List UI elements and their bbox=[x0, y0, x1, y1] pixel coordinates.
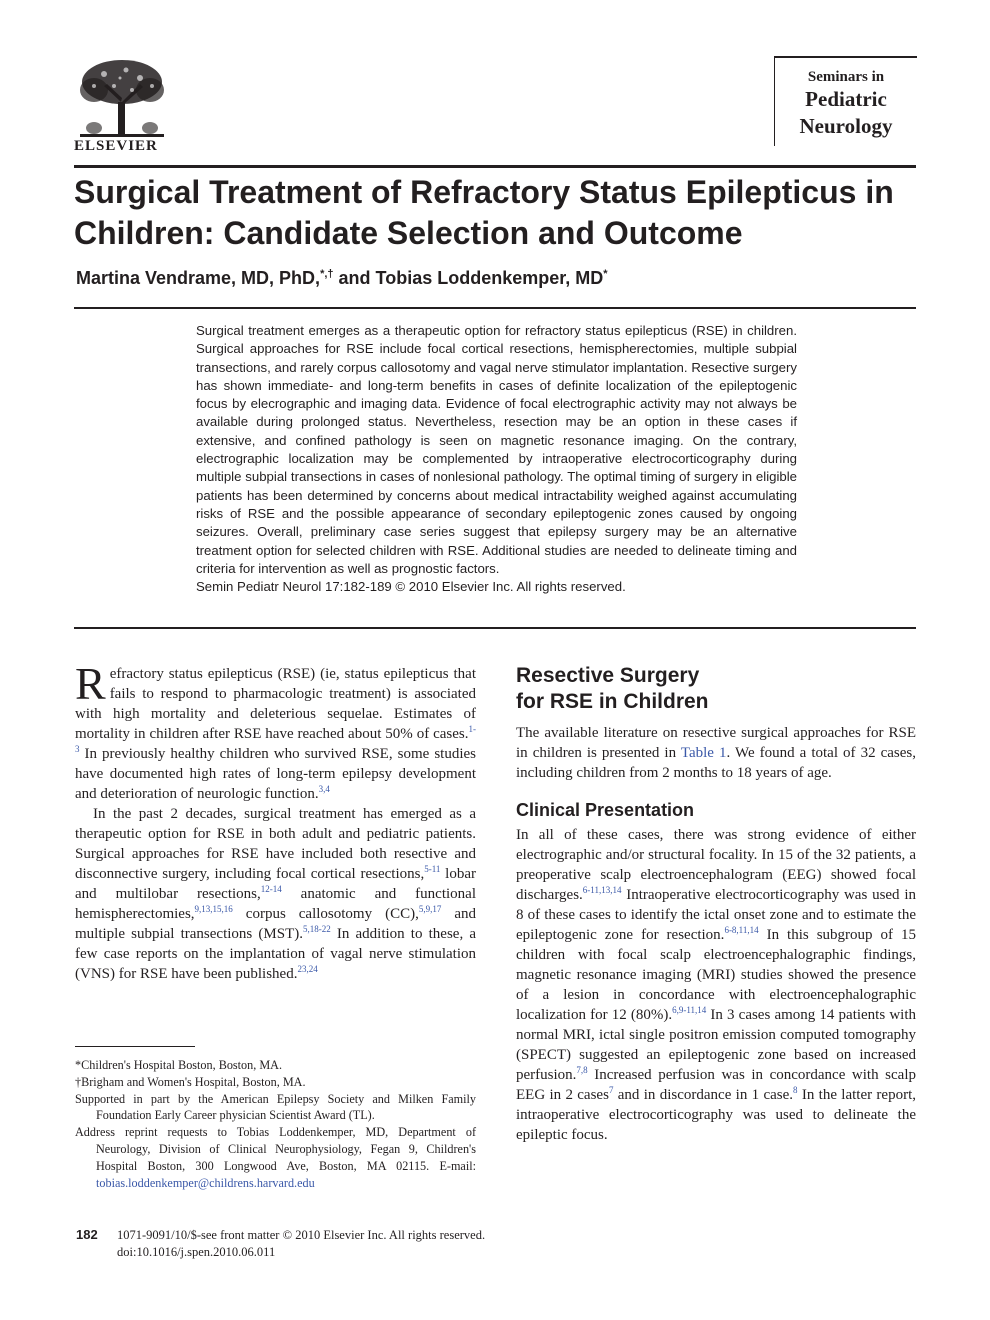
citation-link[interactable]: 9,13,15,16 bbox=[194, 904, 233, 914]
citation-link[interactable]: 23,24 bbox=[297, 964, 318, 974]
text-run: Address reprint requests to Tobias Loddenkemper, MD, Department of Neurology, Division of Clinical Neurophysiology, Fegan 9, Children's Hospital Boston, 300 Longwood Ave, Boston, MA 02115. E-mail: bbox=[75, 1125, 476, 1173]
section-heading bbox=[516, 663, 916, 715]
journal-name-line3: Neurology bbox=[799, 114, 893, 138]
citation-link[interactable]: 12-14 bbox=[260, 884, 282, 894]
article-title: Surgical Treatment of Refractory Status Epilepticus in Children: Candidate Selection and Outcome bbox=[74, 174, 894, 251]
intro-paragraph-1 bbox=[75, 658, 476, 804]
left-column bbox=[75, 658, 476, 984]
title-rule bbox=[74, 307, 916, 309]
citation-link[interactable]: 5-11 bbox=[424, 864, 441, 874]
citation-link[interactable]: 7 bbox=[608, 1085, 614, 1095]
heading-line: for RSE in Children bbox=[516, 690, 709, 713]
author-list bbox=[76, 268, 608, 289]
author-1-affiliations: *,† bbox=[320, 268, 334, 280]
footnotes bbox=[75, 1057, 476, 1191]
drop-cap: R bbox=[75, 658, 106, 709]
journal-name-line2: Pediatric bbox=[805, 87, 887, 111]
text-run: In addition to these, a few case reports on the implantation of vagal nerve stimulation (VNS) for RSE have been published. bbox=[75, 926, 476, 982]
page-footer bbox=[117, 1227, 485, 1261]
text-run: In the past 2 decades, surgical treatment has emerged as a therapeutic option for RSE in both adult and pediatric patients. Surgical approaches for RSE have included both resective and disconnective surgery, including focal cortical resections, bbox=[75, 806, 476, 882]
section-paragraph bbox=[516, 723, 916, 783]
text-run: efractory status epilepticus (RSE) (ie, status epilepticus that fails to respond to pharmacologic treatment) is associated with high mortality and deleterious sequelae. Estimates of mortality in children after RSE have reached about 50% of cases. bbox=[75, 666, 476, 742]
citation-link[interactable]: 3,4 bbox=[318, 784, 330, 794]
intro-paragraph-2 bbox=[75, 804, 476, 984]
table-link[interactable]: Table 1 bbox=[680, 745, 727, 761]
citation-link[interactable]: 1-3 bbox=[75, 724, 476, 754]
text-run: The available literature on resective surgical approaches for RSE in children is presented in bbox=[516, 725, 916, 761]
citation-link[interactable]: 7,8 bbox=[576, 1065, 588, 1075]
text-run: . We found a total of 32 cases, including children from 2 months to 18 years of age. bbox=[516, 745, 916, 781]
author-2-affiliations: * bbox=[603, 268, 608, 280]
text-run: In previously healthy children who survived RSE, some studies have documented high rates of long-term epilepsy development and deterioration of neurologic function. bbox=[75, 746, 476, 802]
text-run: In the latter report, intraoperative electrocorticography was used to delineate the epileptic focus. bbox=[516, 1087, 916, 1143]
author-conjunction: and bbox=[333, 268, 376, 288]
footnote-correspondence bbox=[75, 1124, 476, 1191]
footnote-rule bbox=[75, 1046, 195, 1047]
abstract-citation: Semin Pediatr Neurol 17:182-189 © 2010 Elsevier Inc. All rights reserved. bbox=[196, 579, 626, 595]
subsection-heading: Clinical Presentation bbox=[516, 800, 695, 820]
text-run: corpus callosotomy (CC), bbox=[232, 906, 419, 922]
footnote-affiliation-2: †Brigham and Women's Hospital, Boston, MA. bbox=[75, 1074, 306, 1089]
text-run: and multiple subpial transections (MST). bbox=[75, 906, 476, 942]
heading-line: Resective Surgery bbox=[516, 664, 700, 687]
journal-badge bbox=[774, 56, 917, 146]
citation-link[interactable]: 8 bbox=[793, 1085, 798, 1095]
text-run: In all of these cases, there was strong evidence of either electrographic and/or structural focality. In 15 of the 32 patients, a preoperative scalp electroencephalogram (EEG) showed focal discharges. bbox=[516, 827, 916, 903]
author-2: Tobias Loddenkemper, MD bbox=[375, 268, 604, 288]
page-number: 182 bbox=[76, 1227, 98, 1242]
text-run: Increased perfusion was in concordance with scalp EEG in 2 cases bbox=[516, 1067, 916, 1103]
citation-link[interactable]: 6,9-11,14 bbox=[672, 1005, 707, 1015]
citation-link[interactable]: 6-11,13,14 bbox=[582, 885, 622, 895]
abstract-rule bbox=[74, 627, 916, 629]
publisher-name: ELSEVIER bbox=[74, 138, 158, 154]
text-run: anatomic and functional hemispherectomies, bbox=[75, 886, 476, 922]
abstract bbox=[196, 322, 797, 596]
text-run: In 3 cases among 14 patients with normal MRI, ictal single positron emission computed tomography (SPECT) suggested an epileptogenic zone based on increased perfusion. bbox=[516, 1007, 916, 1083]
doi-line: doi:10.1016/j.spen.2010.06.011 bbox=[117, 1245, 276, 1259]
subsection-paragraph bbox=[516, 825, 916, 1145]
journal-name-line1: Seminars in bbox=[807, 69, 885, 85]
citation-link[interactable]: 6-8,11,14 bbox=[724, 925, 759, 935]
citation-link[interactable]: 5,9,17 bbox=[418, 904, 442, 914]
copyright-line: 1071-9091/10/$-see front matter © 2010 Elsevier Inc. All rights reserved. bbox=[117, 1228, 486, 1242]
header-rule bbox=[74, 165, 916, 168]
text-run: lobar and multilobar resections, bbox=[75, 866, 476, 902]
text-run: In this subgroup of 15 children with focal scalp electroencephalographic findings, magnetic resonance imaging (MRI) studies showed the presence of a lesion in concordance with electroencephalographic localization for 12 (80%). bbox=[516, 927, 916, 1023]
footnote-affiliation-1: *Children's Hospital Boston, Boston, MA. bbox=[75, 1058, 283, 1072]
footnote-funding: Supported in part by the American Epilepsy Society and Milken Family Foundation Early Career physician Scientist Award (TL). bbox=[75, 1091, 476, 1123]
text-run: Intraoperative electrocorticography was used in 8 of these cases to identify the ictal onset zone and to estimate the epileptogenic zone for resection. bbox=[516, 887, 916, 943]
citation-link[interactable]: 5,18-22 bbox=[302, 924, 331, 934]
author-1: Martina Vendrame, MD, PhD, bbox=[76, 268, 321, 288]
right-column bbox=[516, 663, 916, 1145]
text-run: and in discordance in 1 case. bbox=[613, 1087, 794, 1103]
abstract-text: Surgical treatment emerges as a therapeutic option for refractory status epilepticus (RSE) in children. Surgical approaches for RSE include focal cortical resections, hemispherectomies, multiple subpial transections, and rarely corpus callosotomy and vagal nerve stimulator implantation. Resective surgery has shown immediate- and long-term benefits in cases of definite localization of the epileptogenic focus by elecrographic and imaging data. Evidence of focal electrographic activity may not always be available during prolonged status. Nevertheless, resection may be an option in these cases if extensive, and confined pathology is seen on magnetic resonance imaging. On the contrary, electrographic localization may be complemented by intraoperative electrocorticography during multiple subpial transections in cases of nonlesional pathology. The optimal timing of surgery in eligible patients has been determined by concerns about medical intractability weighed against accumulating risks of RSE and the possible appearance of secondary epileptogenic zones caused by ongoing seizures. Overall, preliminary case series suggest that epilepsy surgery may be an alternative treatment option for selected children with RSE. Additional studies are needed to delineate timing and criteria for intervention as well as prognostic factors. bbox=[196, 323, 797, 576]
email-link[interactable]: tobias.loddenkemper@childrens.harvard.edu bbox=[96, 1175, 315, 1190]
